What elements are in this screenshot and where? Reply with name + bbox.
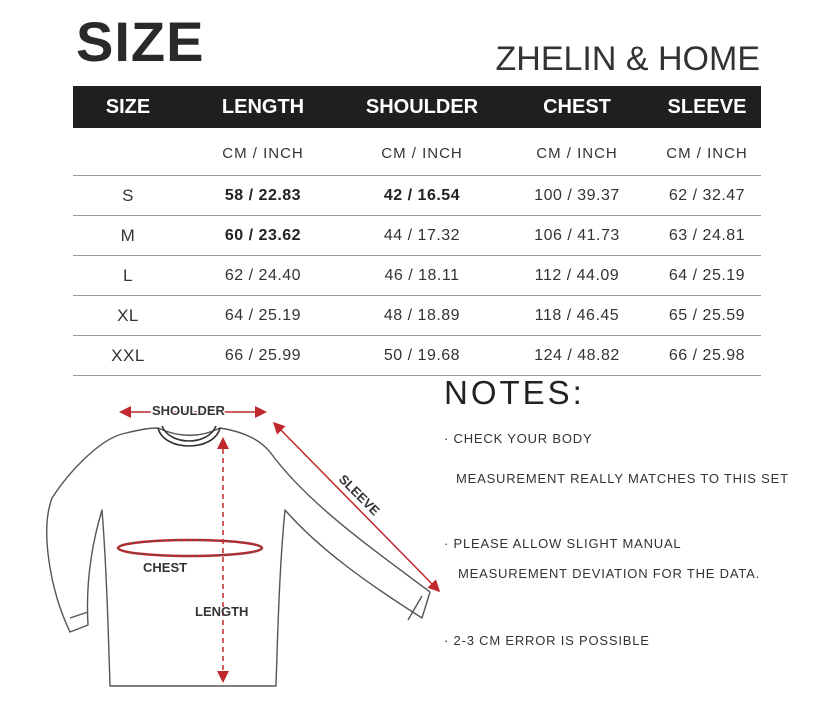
- chest-cell: 124 / 48.82: [501, 336, 653, 376]
- table-row: [73, 176, 761, 216]
- chest-cell: 118 / 46.45: [501, 296, 653, 336]
- column-header-sleeve: SLEEVE: [653, 86, 761, 128]
- note-item: · PLEASE ALLOW SLIGHT MANUAL: [444, 536, 682, 551]
- column-header-shoulder: SHOULDER: [343, 86, 501, 128]
- length-cell: 62 / 24.40: [183, 256, 343, 296]
- unit-cell: CM / INCH: [653, 128, 761, 176]
- table-header-row: [73, 86, 761, 128]
- note-item: MEASUREMENT DEVIATION FOR THE DATA.: [458, 566, 760, 581]
- sleeve-cell: 66 / 25.98: [653, 336, 761, 376]
- chest-cell: 106 / 41.73: [501, 216, 653, 256]
- unit-cell: [73, 128, 183, 176]
- table-row: [73, 256, 761, 296]
- column-header-chest: CHEST: [501, 86, 653, 128]
- note-item: · CHECK YOUR BODY: [444, 431, 593, 446]
- shirt-outline-icon: [47, 428, 430, 686]
- table-row: [73, 296, 761, 336]
- shoulder-cell: 42 / 16.54: [343, 176, 501, 216]
- unit-cell: CM / INCH: [501, 128, 653, 176]
- shoulder-cell: 44 / 17.32: [343, 216, 501, 256]
- chest-label: CHEST: [143, 560, 188, 575]
- table-row: [73, 336, 761, 376]
- note-item: · 2-3 CM ERROR IS POSSIBLE: [444, 633, 650, 648]
- unit-cell: CM / INCH: [183, 128, 343, 176]
- table-row: [73, 216, 761, 256]
- shoulder-label: SHOULDER: [152, 403, 225, 418]
- notes-title: NOTES:: [444, 374, 585, 411]
- sleeve-cell: 65 / 25.59: [653, 296, 761, 336]
- chest-cell: 112 / 44.09: [501, 256, 653, 296]
- shoulder-cell: 48 / 18.89: [343, 296, 501, 336]
- column-header-size: SIZE: [73, 86, 183, 128]
- size-cell: L: [73, 256, 183, 296]
- size-cell: XXL: [73, 336, 183, 376]
- page-title: SIZE: [76, 10, 205, 73]
- length-cell: 64 / 25.19: [183, 296, 343, 336]
- sleeve-cell: 62 / 32.47: [653, 176, 761, 216]
- length-cell: 58 / 22.83: [183, 176, 343, 216]
- table-units-row: [73, 128, 761, 176]
- length-label: LENGTH: [195, 604, 249, 619]
- brand-name: ZHELIN & HOME: [495, 40, 760, 78]
- size-cell: M: [73, 216, 183, 256]
- note-item: MEASUREMENT REALLY MATCHES TO THIS SET: [456, 471, 789, 486]
- column-header-length: LENGTH: [183, 86, 343, 128]
- length-cell: 66 / 25.99: [183, 336, 343, 376]
- sleeve-label: SLEEVE: [335, 471, 383, 519]
- chest-cell: 100 / 39.37: [501, 176, 653, 216]
- shirt-measurement-diagram: [30, 390, 450, 695]
- sleeve-cell: 63 / 24.81: [653, 216, 761, 256]
- size-cell: S: [73, 176, 183, 216]
- unit-cell: CM / INCH: [343, 128, 501, 176]
- shoulder-cell: 50 / 19.68: [343, 336, 501, 376]
- size-cell: XL: [73, 296, 183, 336]
- sleeve-cell: 64 / 25.19: [653, 256, 761, 296]
- shoulder-cell: 46 / 18.11: [343, 256, 501, 296]
- size-chart-table: [73, 86, 761, 376]
- length-cell: 60 / 23.62: [183, 216, 343, 256]
